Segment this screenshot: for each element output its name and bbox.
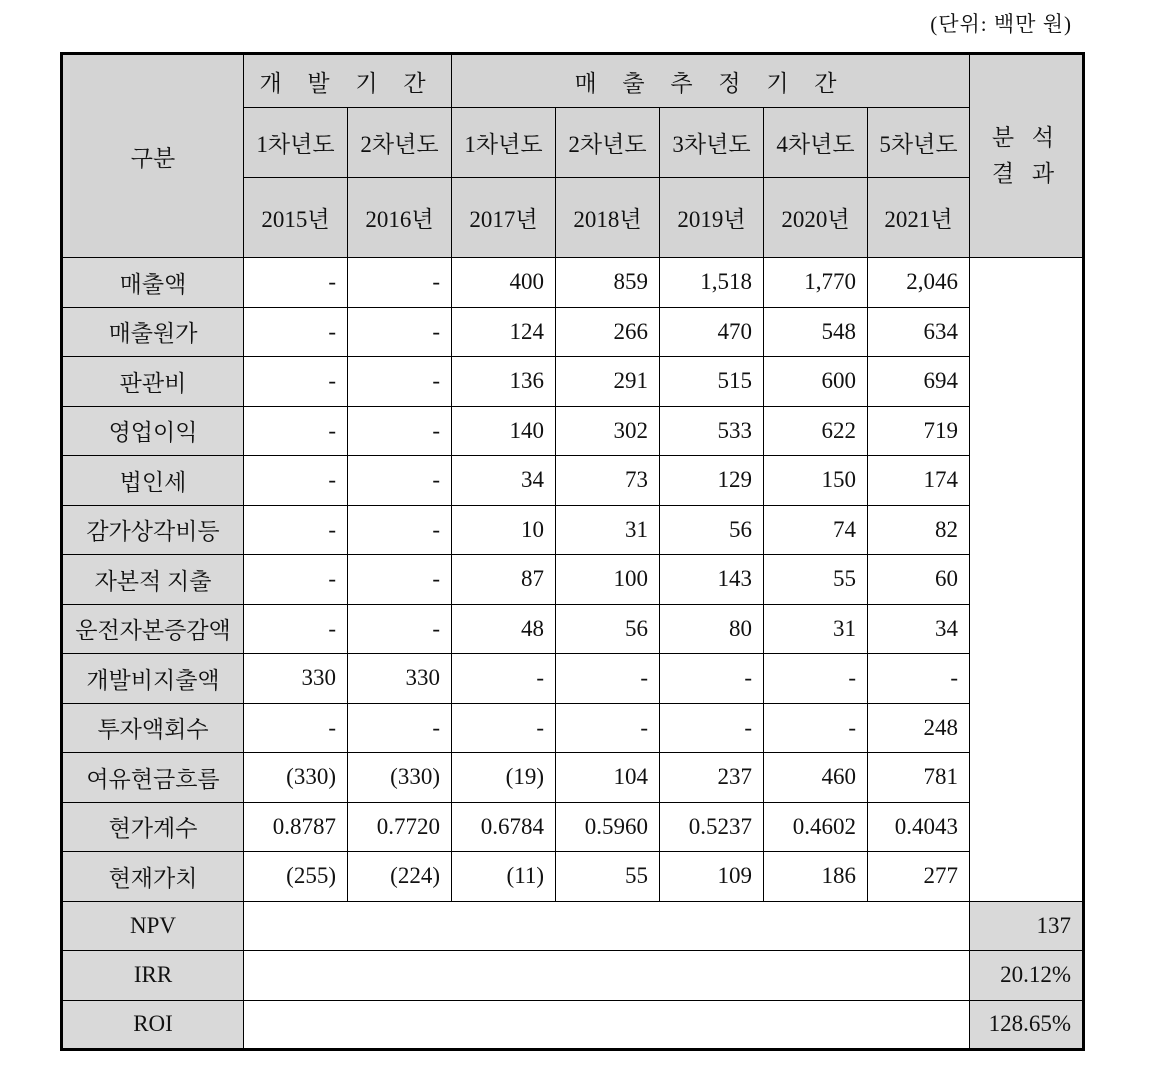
year-cell: 2020년 <box>764 178 868 258</box>
year-label-cell: 1차년도 <box>452 108 556 178</box>
value-cell: 104 <box>556 753 660 803</box>
value-cell: - <box>244 357 348 407</box>
table-row <box>62 406 1084 456</box>
value-cell: 150 <box>764 456 868 506</box>
result-spacer <box>244 951 970 1001</box>
dev-period-header: 개 발 기 간 <box>244 54 452 108</box>
value-cell: 31 <box>764 604 868 654</box>
category-header: 구분 <box>62 54 244 258</box>
result-spacer <box>244 1000 970 1050</box>
table-row <box>62 654 1084 704</box>
value-cell: - <box>556 703 660 753</box>
value-cell: (19) <box>452 753 556 803</box>
value-cell: 0.5237 <box>660 802 764 852</box>
row-label: 판관비 <box>62 357 244 407</box>
row-label: 투자액회수 <box>62 703 244 753</box>
table-row <box>62 258 1084 308</box>
row-label: 자본적 지출 <box>62 555 244 605</box>
value-cell: - <box>348 406 452 456</box>
year-label-cell: 4차년도 <box>764 108 868 178</box>
value-cell: 55 <box>764 555 868 605</box>
value-cell: 10 <box>452 505 556 555</box>
value-cell: - <box>868 654 970 704</box>
value-cell: 302 <box>556 406 660 456</box>
value-cell: 31 <box>556 505 660 555</box>
value-cell: 470 <box>660 307 764 357</box>
value-cell: 109 <box>660 852 764 902</box>
value-cell: - <box>660 703 764 753</box>
value-cell: 56 <box>556 604 660 654</box>
value-cell: 2,046 <box>868 258 970 308</box>
result-row <box>62 901 1084 951</box>
row-label: 매출액 <box>62 258 244 308</box>
value-cell: 174 <box>868 456 970 506</box>
table-row <box>62 604 1084 654</box>
value-cell: 129 <box>660 456 764 506</box>
row-label: 현재가치 <box>62 852 244 902</box>
value-cell: 634 <box>868 307 970 357</box>
value-cell: - <box>244 703 348 753</box>
value-cell: - <box>764 654 868 704</box>
value-cell: - <box>348 258 452 308</box>
value-cell: - <box>244 555 348 605</box>
value-cell: 1,518 <box>660 258 764 308</box>
value-cell: 0.4602 <box>764 802 868 852</box>
value-cell: 82 <box>868 505 970 555</box>
year-cell: 2017년 <box>452 178 556 258</box>
table-row <box>62 802 1084 852</box>
value-cell: 0.4043 <box>868 802 970 852</box>
result-label: NPV <box>62 901 244 951</box>
value-cell: 80 <box>660 604 764 654</box>
value-cell: 56 <box>660 505 764 555</box>
value-cell: (11) <box>452 852 556 902</box>
result-row <box>62 1000 1084 1050</box>
row-label: 매출원가 <box>62 307 244 357</box>
value-cell: - <box>348 555 452 605</box>
value-cell: 143 <box>660 555 764 605</box>
row-label: 개발비지출액 <box>62 654 244 704</box>
value-cell: 291 <box>556 357 660 407</box>
value-cell: 548 <box>764 307 868 357</box>
result-value: 128.65% <box>970 1000 1084 1050</box>
value-cell: - <box>244 456 348 506</box>
value-cell: 0.5960 <box>556 802 660 852</box>
analysis-result-line1: 분 석 <box>991 125 1061 150</box>
value-cell: 73 <box>556 456 660 506</box>
value-cell: 34 <box>868 604 970 654</box>
result-spacer <box>244 901 970 951</box>
row-label: 운전자본증감액 <box>62 604 244 654</box>
value-cell: (255) <box>244 852 348 902</box>
value-cell: 400 <box>452 258 556 308</box>
table-row <box>62 505 1084 555</box>
table-row <box>62 357 1084 407</box>
value-cell: - <box>348 307 452 357</box>
value-cell: 74 <box>764 505 868 555</box>
value-cell: - <box>764 703 868 753</box>
table-row <box>62 703 1084 753</box>
value-cell: 60 <box>868 555 970 605</box>
value-cell: - <box>348 357 452 407</box>
unit-note: (단위: 백만 원) <box>930 12 1072 36</box>
value-cell: - <box>244 258 348 308</box>
result-label: IRR <box>62 951 244 1001</box>
row-label: 법인세 <box>62 456 244 506</box>
year-label-cell: 2차년도 <box>348 108 452 178</box>
value-cell: 34 <box>452 456 556 506</box>
analysis-result-line2: 결 과 <box>991 161 1061 186</box>
year-cell: 2016년 <box>348 178 452 258</box>
year-cell: 2018년 <box>556 178 660 258</box>
result-label: ROI <box>62 1000 244 1050</box>
value-cell: - <box>348 703 452 753</box>
value-cell: 781 <box>868 753 970 803</box>
value-cell: - <box>348 505 452 555</box>
value-cell: - <box>244 505 348 555</box>
value-cell: - <box>452 654 556 704</box>
value-cell: 622 <box>764 406 868 456</box>
value-cell: 460 <box>764 753 868 803</box>
table-row <box>62 456 1084 506</box>
value-cell: 0.7720 <box>348 802 452 852</box>
year-label-cell: 5차년도 <box>868 108 970 178</box>
year-label-cell: 3차년도 <box>660 108 764 178</box>
row-label: 현가계수 <box>62 802 244 852</box>
result-blank-cell <box>970 258 1084 902</box>
table-row <box>62 852 1084 902</box>
value-cell: 186 <box>764 852 868 902</box>
value-cell: 330 <box>348 654 452 704</box>
value-cell: - <box>660 654 764 704</box>
year-cell: 2015년 <box>244 178 348 258</box>
value-cell: - <box>244 307 348 357</box>
value-cell: 859 <box>556 258 660 308</box>
value-cell: 330 <box>244 654 348 704</box>
year-label-cell: 1차년도 <box>244 108 348 178</box>
value-cell: 600 <box>764 357 868 407</box>
value-cell: 55 <box>556 852 660 902</box>
value-cell: - <box>244 604 348 654</box>
header-row-periods <box>62 54 1084 108</box>
analysis-result-header <box>970 54 1084 258</box>
result-rows <box>62 901 1084 1050</box>
value-cell: 266 <box>556 307 660 357</box>
value-cell: 140 <box>452 406 556 456</box>
value-cell: 100 <box>556 555 660 605</box>
cash-flow-table <box>60 52 1085 1051</box>
value-cell: 124 <box>452 307 556 357</box>
value-cell: 48 <box>452 604 556 654</box>
year-cell: 2019년 <box>660 178 764 258</box>
year-label-cell: 2차년도 <box>556 108 660 178</box>
value-cell: 719 <box>868 406 970 456</box>
sales-period-header: 매 출 추 정 기 간 <box>452 54 970 108</box>
value-cell: 1,770 <box>764 258 868 308</box>
year-cell: 2021년 <box>868 178 970 258</box>
value-cell: (330) <box>244 753 348 803</box>
value-cell: 533 <box>660 406 764 456</box>
value-cell: 515 <box>660 357 764 407</box>
value-cell: 237 <box>660 753 764 803</box>
value-cell: 87 <box>452 555 556 605</box>
value-cell: - <box>348 456 452 506</box>
data-rows <box>62 258 1084 902</box>
value-cell: - <box>556 654 660 704</box>
value-cell: 248 <box>868 703 970 753</box>
result-value: 137 <box>970 901 1084 951</box>
value-cell: 277 <box>868 852 970 902</box>
value-cell: - <box>348 604 452 654</box>
value-cell: 136 <box>452 357 556 407</box>
value-cell: 0.6784 <box>452 802 556 852</box>
value-cell: (224) <box>348 852 452 902</box>
value-cell: (330) <box>348 753 452 803</box>
value-cell: 694 <box>868 357 970 407</box>
row-label: 여유현금흐름 <box>62 753 244 803</box>
table-row <box>62 307 1084 357</box>
result-value: 20.12% <box>970 951 1084 1001</box>
value-cell: 0.8787 <box>244 802 348 852</box>
table-row <box>62 753 1084 803</box>
result-row <box>62 951 1084 1001</box>
row-label: 영업이익 <box>62 406 244 456</box>
value-cell: - <box>244 406 348 456</box>
value-cell: - <box>452 703 556 753</box>
row-label: 감가상각비등 <box>62 505 244 555</box>
table-row <box>62 555 1084 605</box>
